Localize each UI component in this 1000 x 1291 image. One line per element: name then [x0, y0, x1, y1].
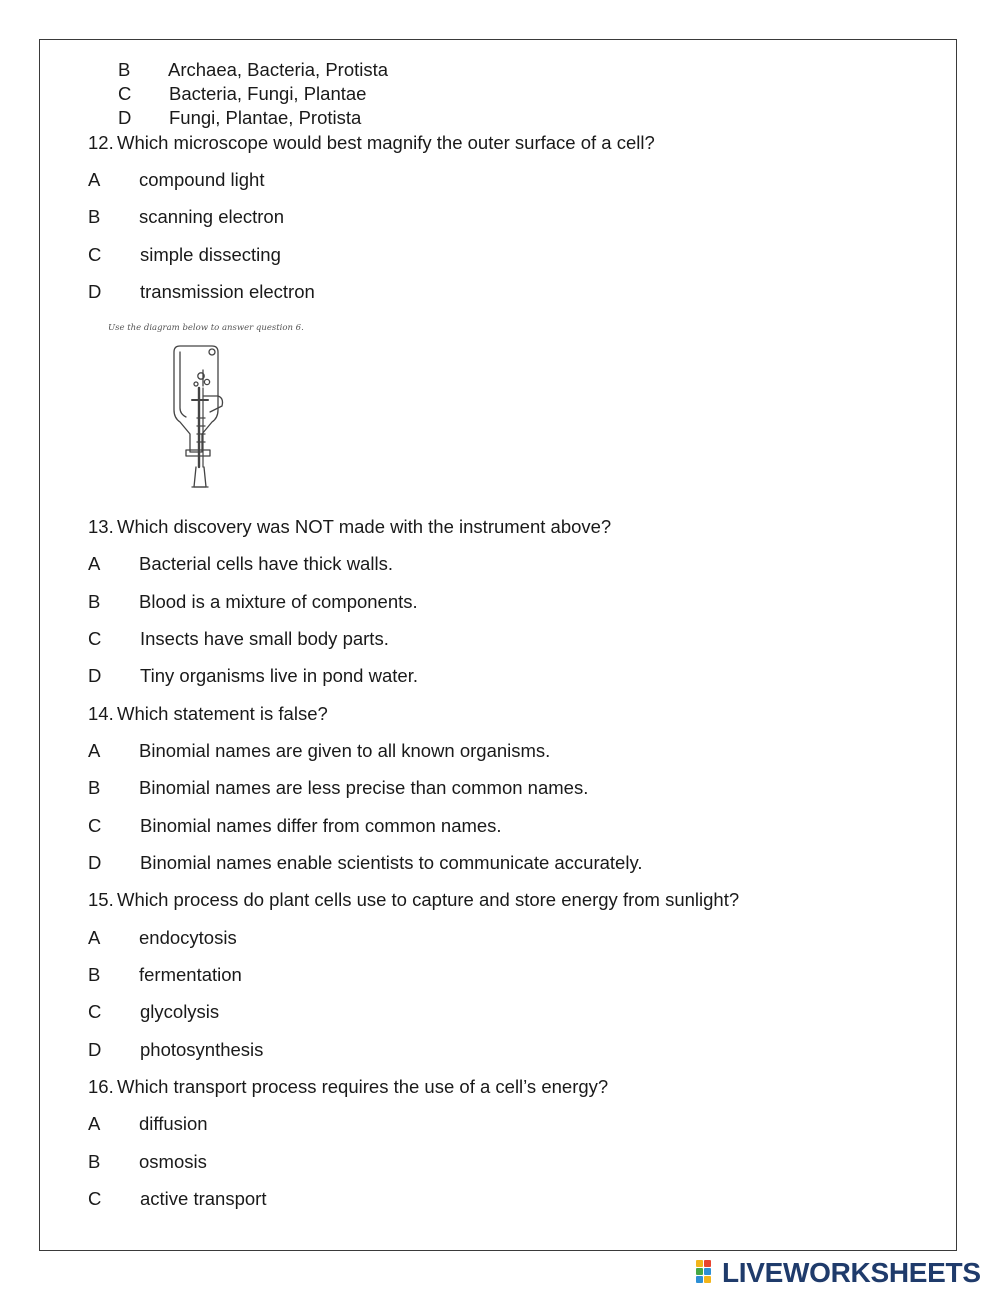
- option-letter: A: [88, 1113, 101, 1134]
- option-letter: A: [88, 169, 101, 190]
- question-text: Which microscope would best magnify the outer surface of a cell?: [117, 132, 655, 153]
- option-letter: A: [88, 927, 101, 948]
- question-text: Which discovery was NOT made with the instrument above?: [117, 516, 612, 537]
- option-text: active transport: [140, 1188, 267, 1209]
- option-letter: B: [88, 591, 101, 612]
- option-text: osmosis: [139, 1151, 207, 1172]
- option-letter: D: [88, 852, 102, 873]
- option-text: diffusion: [139, 1113, 208, 1134]
- option-letter: A: [88, 553, 101, 574]
- option-text: glycolysis: [140, 1001, 220, 1022]
- option-text: photosynthesis: [140, 1039, 264, 1060]
- option-letter: C: [88, 815, 102, 836]
- option-text: Binomial names are less precise than common names.: [139, 777, 589, 798]
- liveworksheets-logo[interactable]: [696, 1258, 996, 1286]
- option-text: fermentation: [139, 964, 242, 985]
- option-text: Fungi, Plantae, Protista: [169, 107, 362, 128]
- question-number: 16.: [88, 1076, 114, 1097]
- option-letter: A: [88, 740, 101, 761]
- question-number: 12.: [88, 132, 114, 153]
- option-text: Binomial names enable scientists to communicate accurately.: [140, 852, 643, 873]
- option-letter: D: [88, 1039, 102, 1060]
- question-number: 14.: [88, 703, 114, 724]
- question-text: Which transport process requires the use of a cell’s energy?: [117, 1076, 609, 1097]
- logo-text: LIVEWORKSHEETS: [722, 1257, 981, 1288]
- option-text: Insects have small body parts.: [140, 628, 389, 649]
- option-text: scanning electron: [139, 206, 285, 227]
- option-letter: C: [88, 628, 102, 649]
- liveworksheets-logo-icon: [696, 1260, 718, 1284]
- option-text: Binomial names are given to all known organisms.: [139, 740, 551, 761]
- figure-caption: Use the diagram below to answer question 6.: [108, 323, 304, 333]
- option-text: endocytosis: [139, 927, 237, 948]
- option-letter: B: [88, 777, 101, 798]
- option-text: transmission electron: [140, 281, 315, 302]
- option-letter: D: [118, 107, 132, 128]
- option-text: Tiny organisms live in pond water.: [140, 665, 418, 686]
- option-letter: C: [88, 1188, 102, 1209]
- option-letter: C: [88, 244, 102, 265]
- microscope-figure: [106, 322, 306, 497]
- question-text: Which statement is false?: [117, 703, 328, 724]
- option-letter: C: [88, 1001, 102, 1022]
- option-letter: D: [88, 665, 102, 686]
- option-text: Blood is a mixture of components.: [139, 591, 418, 612]
- option-text: compound light: [139, 169, 265, 190]
- question-number: 13.: [88, 516, 114, 537]
- option-text: Bacterial cells have thick walls.: [139, 553, 393, 574]
- question-text: Which process do plant cells use to capture and store energy from sunlight?: [117, 889, 740, 910]
- option-text: simple dissecting: [140, 244, 281, 265]
- option-letter: B: [118, 59, 131, 80]
- option-letter: C: [118, 83, 132, 104]
- option-text: Binomial names differ from common names.: [140, 815, 502, 836]
- option-letter: B: [88, 1151, 101, 1172]
- option-text: Bacteria, Fungi, Plantae: [169, 83, 367, 104]
- option-letter: B: [88, 964, 101, 985]
- option-letter: D: [88, 281, 102, 302]
- microscope-icon: [106, 322, 306, 497]
- question-number: 15.: [88, 889, 114, 910]
- option-letter: B: [88, 206, 101, 227]
- option-text: Archaea, Bacteria, Protista: [168, 59, 389, 80]
